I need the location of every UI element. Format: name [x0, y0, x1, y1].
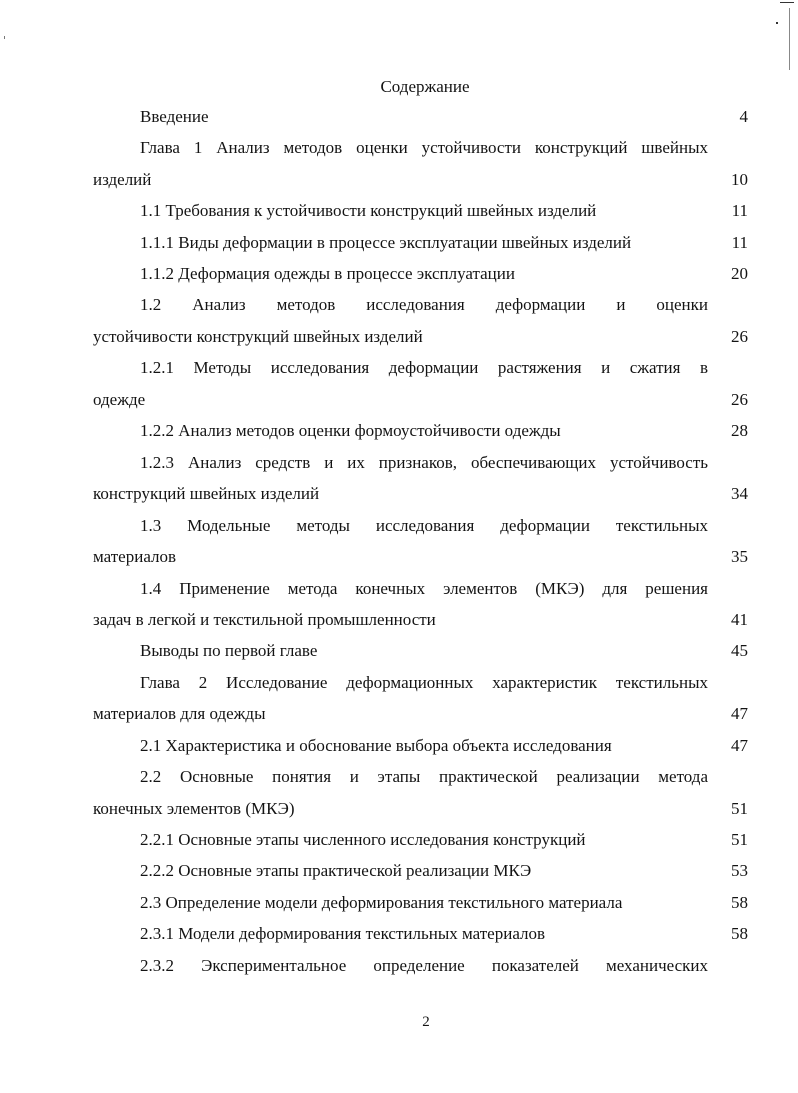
- toc-entry-line1: 2.2 Основные понятия и этапы практической реализации метода: [140, 767, 708, 786]
- scan-mark: [789, 8, 790, 70]
- toc-entry-line2: задач в легкой и текстильной промышленности: [93, 610, 436, 629]
- toc-entry-page: 34: [731, 484, 748, 503]
- toc-entry-line2: изделий: [93, 170, 152, 189]
- toc-entry-text: 2.3.1 Модели деформирования текстильных материалов: [140, 924, 546, 943]
- toc-entry-line1: 1.3 Модельные методы исследования деформации текстильных: [140, 516, 708, 535]
- toc-entry-line2: одежде: [93, 390, 146, 409]
- scan-mark: [4, 36, 5, 39]
- toc-entry-line2: конструкций швейных изделий: [93, 484, 320, 503]
- toc-entry-page: 58: [731, 893, 748, 912]
- toc-entry-text: Выводы по первой главе: [140, 641, 318, 660]
- page-number: 2: [422, 1014, 430, 1030]
- toc-entry-text: 2.1 Характеристика и обоснование выбора объекта исследования: [140, 736, 612, 755]
- toc-entry-page: 26: [731, 390, 748, 409]
- toc-entry-line1: 1.2.1 Методы исследования деформации растяжения и сжатия в: [140, 358, 708, 377]
- toc-entry-line2: материалов для одежды: [93, 704, 266, 723]
- toc-entry-line1: 1.4 Применение метода конечных элементов (МКЭ) для решения: [140, 579, 708, 598]
- toc-entry-page: 51: [731, 830, 748, 849]
- toc-entry-line1: 2.3.2 Экспериментальное определение показателей механических: [140, 956, 708, 975]
- toc-entry-page: 47: [731, 736, 748, 755]
- page-title: Содержание: [380, 77, 470, 96]
- toc-entry-text: Введение: [140, 107, 209, 126]
- toc-entry-text: 1.1.1 Виды деформации в процессе эксплуатации швейных изделий: [140, 233, 632, 252]
- toc-entry-page: 4: [739, 107, 748, 126]
- toc-entry-page: 20: [731, 264, 748, 283]
- toc-entry-text: 1.2.2 Анализ методов оценки формоустойчивости одежды: [140, 421, 561, 440]
- toc-entry-page: 11: [731, 233, 748, 252]
- toc-entry-line2: устойчивости конструкций швейных изделий: [93, 327, 423, 346]
- toc-entry-text: 1.1 Требования к устойчивости конструкций швейных изделий: [140, 201, 597, 220]
- toc-entry-page: 45: [731, 641, 748, 660]
- toc-entry-line1: 1.2.3 Анализ средств и их признаков, обеспечивающих устойчивость: [140, 453, 708, 472]
- toc-entry-page: 53: [731, 861, 748, 880]
- toc-entry-line1: 1.2 Анализ методов исследования деформации и оценки: [140, 295, 708, 314]
- toc-entry-page: 28: [731, 421, 748, 440]
- toc-entry-text: 1.1.2 Деформация одежды в процессе эксплуатации: [140, 264, 515, 283]
- toc-entry-page: 58: [731, 924, 748, 943]
- toc-entry-page: 41: [731, 610, 748, 629]
- toc-entry-page: 26: [731, 327, 748, 346]
- toc-entry-line2: конечных элементов (МКЭ): [93, 799, 295, 818]
- toc-entry-line1: Глава 2 Исследование деформационных характеристик текстильных: [140, 673, 708, 692]
- toc-entry-page: 10: [731, 170, 748, 189]
- toc-entry-line2: материалов: [93, 547, 177, 566]
- toc-entry-text: 2.3 Определение модели деформирования текстильного материала: [140, 893, 623, 912]
- toc-entry-line1: Глава 1 Анализ методов оценки устойчивости конструкций швейных: [140, 138, 708, 157]
- scan-mark: [780, 2, 794, 3]
- toc-entry-text: 2.2.2 Основные этапы практической реализации МКЭ: [140, 861, 532, 880]
- scan-mark: [776, 22, 778, 24]
- toc-entry-page: 11: [731, 201, 748, 220]
- toc-entry-page: 51: [731, 799, 748, 818]
- toc-entry-text: 2.2.1 Основные этапы численного исследования конструкций: [140, 830, 586, 849]
- toc-entry-page: 47: [731, 704, 748, 723]
- toc-entry-page: 35: [731, 547, 748, 566]
